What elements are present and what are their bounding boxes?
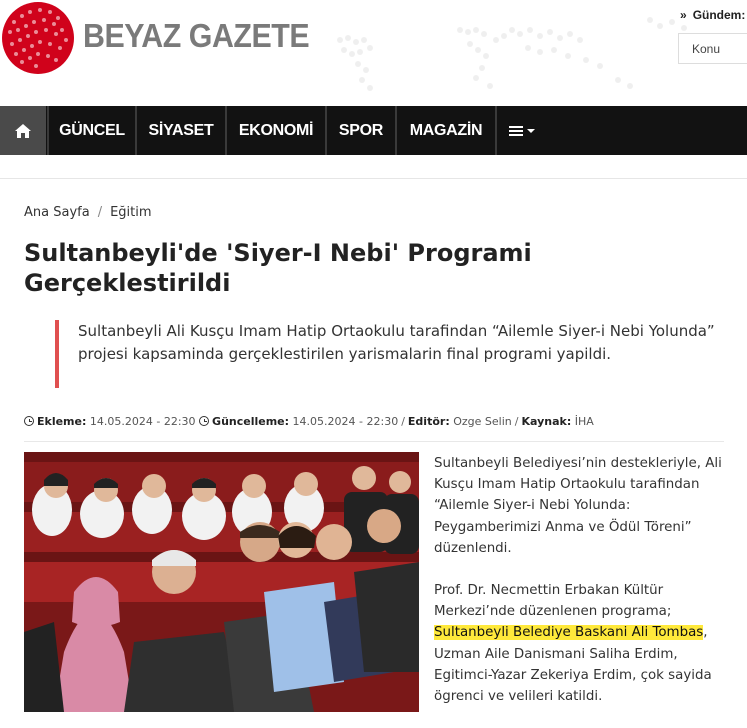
- added-value: 14.05.2024 - 22:30: [89, 415, 196, 428]
- breadcrumb-separator: /: [97, 205, 103, 220]
- world-map-background: [300, 0, 700, 106]
- updated-value: 14.05.2024 - 22:30: [292, 415, 399, 428]
- article-paragraph: [434, 580, 730, 707]
- nav-home-button[interactable]: [0, 106, 46, 155]
- article-photo[interactable]: [24, 452, 419, 712]
- paragraph-text: Prof. Dr. Necmettin Erbakan Kültür Merkezi’nde düzenlenen programa;: [434, 583, 672, 620]
- nav-item-guncel[interactable]: GÜNCEL: [59, 121, 125, 139]
- nav-more-button[interactable]: [502, 106, 546, 155]
- article-summary: Sultanbeyli Ali Kusçu Imam Hatip Ortaokulu tarafindan “Ailemle Siyer-i Nebi Yolunda” projesi kapsaminda gerçeklestirilen yarismalarin final programi yapildi.: [55, 320, 715, 388]
- nav-item-spor[interactable]: SPOR: [338, 121, 384, 139]
- editor-label: Editör:: [407, 415, 450, 428]
- site-header: [0, 0, 747, 106]
- nav-item-siyaset[interactable]: SİYASET: [148, 121, 214, 139]
- search-input[interactable]: Konu: [678, 33, 747, 64]
- home-icon: [15, 124, 31, 138]
- clock-icon: [24, 416, 34, 426]
- gundem-label: Gündem:: [692, 8, 746, 22]
- double-chevron-right-icon: »: [680, 8, 687, 22]
- added-label: Ekleme:: [37, 415, 87, 428]
- menu-icon: [509, 125, 539, 137]
- meta-divider: [24, 441, 724, 442]
- nav-item-ekonomi[interactable]: EKONOMİ: [238, 121, 314, 139]
- highlighted-name: Sultanbeyli Belediye Baskani Ali Tombas: [434, 625, 704, 641]
- logo-text[interactable]: BEYAZ GAZETE: [83, 17, 310, 54]
- header-divider: [0, 178, 747, 179]
- meta-separator: /: [514, 415, 519, 428]
- clock-icon: [199, 416, 209, 426]
- main-nav: [0, 106, 747, 155]
- meta-separator: /: [401, 415, 405, 428]
- nav-item-magazin[interactable]: MAGAZİN: [409, 121, 483, 139]
- gundem-ticker[interactable]: [680, 8, 747, 22]
- article-body: [434, 453, 730, 728]
- updated-label: Güncelleme:: [212, 415, 290, 428]
- article-meta: [24, 415, 594, 428]
- breadcrumb-home-link[interactable]: Ana Sayfa: [24, 205, 90, 220]
- nav-separator: [495, 106, 497, 155]
- source-label: Kaynak:: [521, 415, 572, 428]
- article-title: Sultanbeyli'de 'Siyer-I Nebi' Programi Gerçeklestirildi: [24, 239, 532, 297]
- paragraph-text: , Uzman Aile Danismani Saliha Erdim, Egitimci-Yazar Zekeriya Erdim, çok sayida ögrenci ve velileri katildi.: [434, 625, 712, 705]
- article-paragraph: Sultanbeyli Belediyesi’nin destekleriyle, Ali Kusçu Imam Hatip Ortaokulu tarafindan “Ailemle Siyer-i Nebi Yolunda: Peygamberimizi Anma ve Ödül Töreni” düzenlendi.: [434, 456, 722, 556]
- source-value: İHA: [574, 415, 594, 428]
- breadcrumb-section-link[interactable]: Eğitim: [110, 205, 152, 220]
- logo-globe-icon[interactable]: [0, 0, 76, 76]
- editor-value[interactable]: Ozge Selin: [453, 415, 512, 428]
- breadcrumb: [24, 205, 152, 220]
